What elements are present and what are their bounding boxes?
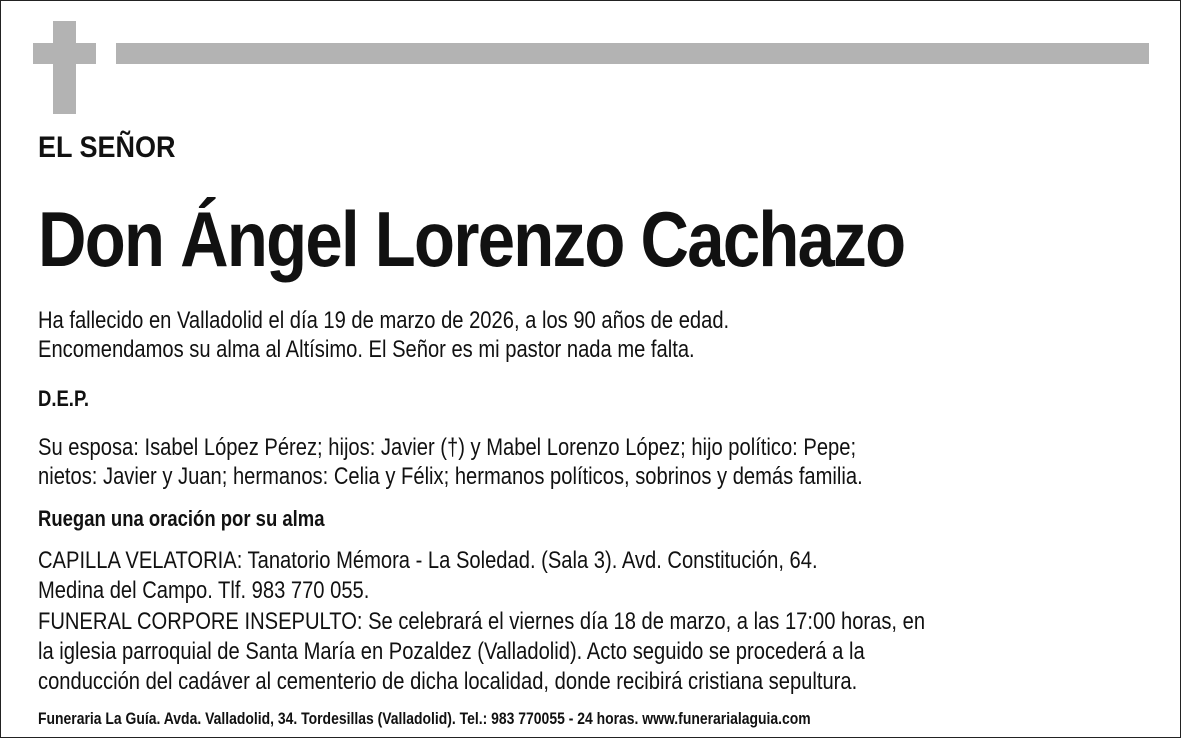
dep-label: D.E.P. (38, 386, 90, 411)
header-rule (116, 43, 1149, 64)
details-line: FUNERAL CORPORE INSEPULTO: Se celebrará el viernes día 18 de marzo, a las 17:00 horas, en (38, 608, 926, 635)
details-line: conducción del cadáver al cementerio de dicha localidad, donde recibirá cristiana sepultura. (38, 668, 858, 695)
honorific: EL SEÑOR (38, 131, 176, 164)
deceased-name: Don Ángel Lorenzo Cachazo (38, 195, 905, 283)
cross-icon (53, 21, 76, 114)
cross-icon-arm (33, 43, 96, 64)
family-line: nietos: Javier y Juan; hermanos: Celia y Félix; hermanos políticos, sobrinos y demás familia. (38, 463, 863, 490)
family-line: Su esposa: Isabel López Pérez; hijos: Javier (†) y Mabel Lorenzo López; hijo político: Pepe; (38, 434, 857, 461)
prayer-heading: Ruegan una oración por su alma (38, 506, 325, 531)
details-line: Medina del Campo. Tlf. 983 770 055. (38, 577, 370, 604)
details-line: la iglesia parroquial de Santa María en Pozaldez (Valladolid). Acto seguido se procederá a la (38, 638, 865, 665)
intro-line: Ha fallecido en Valladolid el día 19 de marzo de 2026, a los 90 años de edad. (38, 307, 730, 334)
details-line: CAPILLA VELATORIA: Tanatorio Mémora - La Soledad. (Sala 3). Avd. Constitución, 64. (38, 547, 818, 574)
funeral-home-footer: Funeraria La Guía. Avda. Valladolid, 34. Tordesillas (Valladolid). Tel.: 983 770055 - 24 horas. www.funerarialaguia.com (38, 709, 811, 728)
intro-line: Encomendamos su alma al Altísimo. El Señor es mi pastor nada me falta. (38, 336, 695, 363)
